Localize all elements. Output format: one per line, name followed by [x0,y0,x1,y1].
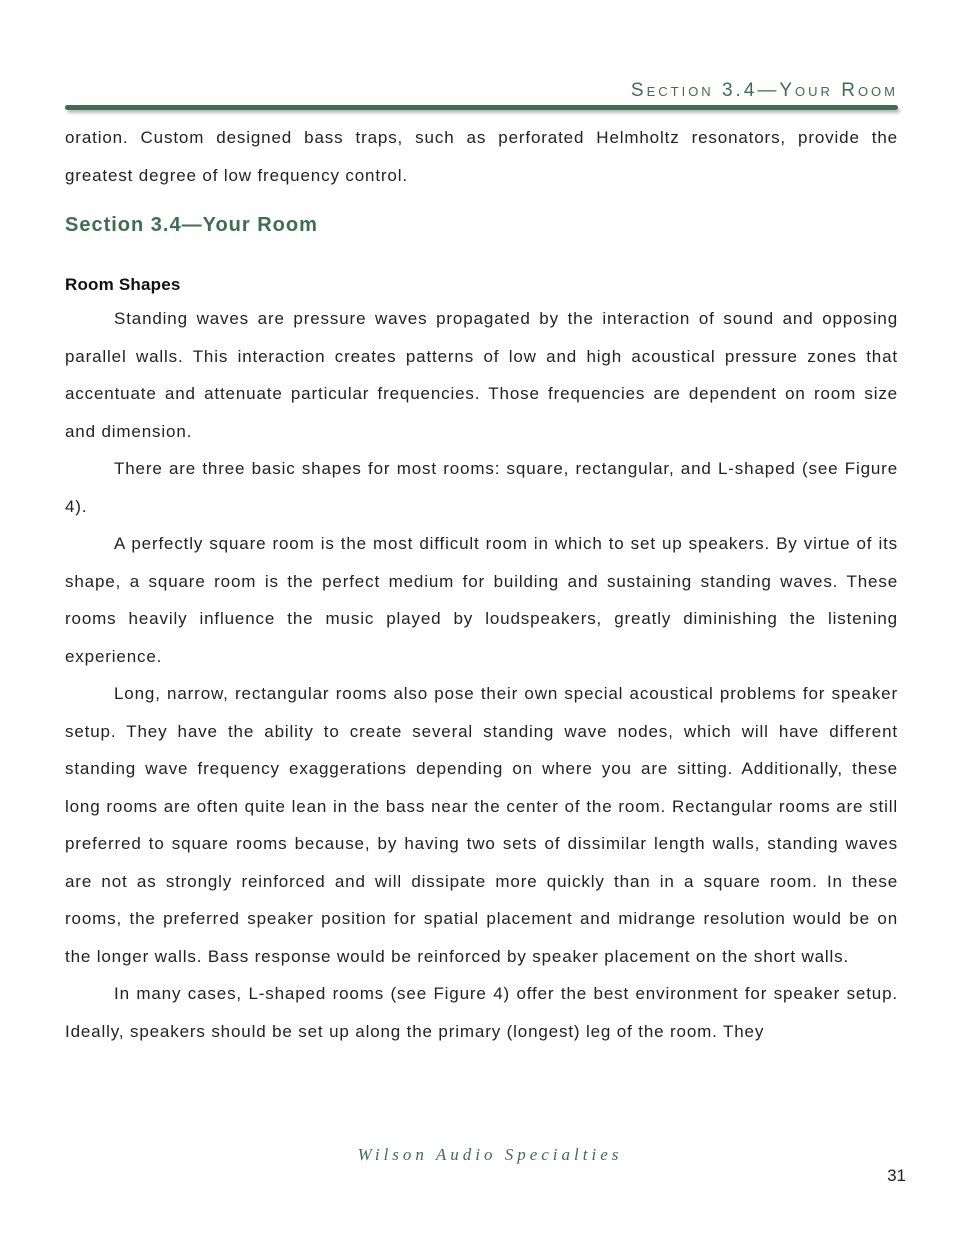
body-paragraph: Long, narrow, rectangular rooms also pose their own special acoustical problems for speaker setup. They have the ability to create several standing wave nodes, which will have different standing wave frequency exaggerations depending on where you are sitting. Additionally, these long rooms are often quite lean in the bass near the center of the room. Rectangular rooms are still preferred to square rooms because, by having two sets of dissimilar length walls, standing waves are not as strongly reinforced and will dissipate more quickly than in a square room. In these rooms, the preferred speaker position for spatial placement and midrange resolution would be on the longer walls. Bass response would be reinforced by speaker placement on the short walls. [65,684,898,966]
header-rule [65,105,898,110]
running-head: Section 3.4—Your Room [630,80,898,101]
continuation-paragraph: oration. Custom designed bass traps, such as perforated Helmholtz resonators, provide the greatest degree of low frequency control. [65,128,898,185]
body-paragraph: There are three basic shapes for most rooms: square, rectangular, and L-shaped (see Figure 4). [65,459,898,516]
footer-brand: Wilson Audio Specialties [357,1145,623,1164]
subhead-room-shapes: Room Shapes [65,275,181,294]
section-title: Section 3.4—Your Room [65,214,318,236]
body-paragraph: A perfectly square room is the most difficult room in which to set up speakers. By virtue of its shape, a square room is the perfect medium for building and sustaining standing waves. These rooms heavily influence the music played by loudspeakers, greatly diminishing the listening experience. [65,534,898,666]
body-paragraph: In many cases, L-shaped rooms (see Figure 4) offer the best environment for speaker setup. Ideally, speakers should be set up along the primary (longest) leg of the room. They [65,984,898,1041]
body-paragraph: Standing waves are pressure waves propagated by the interaction of sound and opposing parallel walls. This interaction creates patterns of low and high acoustical pressure zones that accentuate and attenuate particular frequencies. Those frequencies are dependent on room size and dimension. [65,309,898,441]
page-content [65,119,898,1050]
page-number: 31 [887,1166,906,1185]
